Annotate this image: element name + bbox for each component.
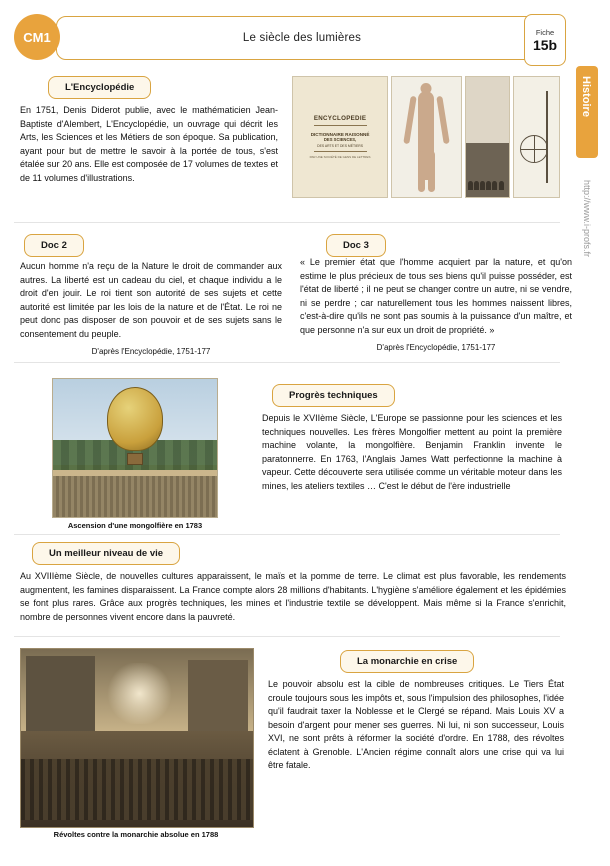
facsimile-line-3: DES SCIENCES, [323,137,357,142]
level-badge: CM1 [14,14,60,60]
revolt-figure-caption: Révoltes contre la monarchie absolue en 1788 [53,830,219,839]
crowd-engraving [466,77,509,197]
fiche-number-box [524,14,566,66]
doc3-source: D'après l'Encyclopédie, 1751-177 [376,343,496,352]
encyclopedie-images [292,76,560,198]
monarchie-text: Le pouvoir absolu est la cible de nombreuses critiques. Le Tiers État croule toujours sous les impôts et, sous l'impulsion des philosophes, l'idée qu'il faudrait taxer la Noblesse et le Clergé se répand. Mais Louis XV a besoin d'argent pour mener ses guerres. Ni lui, ni son successeur, Louis XVI, ne sont prêts à réformer la société d'ordre. En 1788, des révoltes éclatent à Grenoble. L'Ancien régime connaît alors une crise qui va lui être fatale. [268,679,564,770]
page-header [14,14,548,62]
machine-wheel [520,135,548,163]
facsimile-rule [314,125,367,126]
niveau-de-vie-text: Au XVIIIème Siècle, de nouvelles cultures apparaissent, le maïs et la pomme de terre. Le climat est plus favorable, les rendements augmentent, les famines disparaissent. La France compte alors 28 millions d'habitants. L'hygiène s'améliore également et les épidémies se font plus rares. Grâce aux progrès techniques, les mines et l'industrie textile se développent. Mais même si la France s'enrichit, nombre de personnes vivent encore dans la pauvreté. [20,571,566,622]
doc3-text: « Le premier état que l'homme acquiert par la nature, et qu'on estime le plus précieux de tous ses biens qu'il puisse posséder, est l'état de liberté ; il ne peut se changer contre un autre, ni se vendre, ni se perdre ; car naturellement tous les hommes naissent libres, c'est-à-dire qu'ils ne sont pas soumis à la puissance d'un maître, et que personne n'a sur eux un droit de propriété. » [300,257,572,335]
encyclopedie-title-facsimile [293,77,387,197]
encyclopedie-title-page-image [292,76,388,198]
machine-post [546,91,548,182]
section-label-niveau-de-vie-pill: Un meilleur niveau de vie [32,542,180,565]
doc2-text: Aucun homme n'a reçu de la Nature le droit de commander aux autres. La liberté est un cadeau du ciel, et chaque individu a le droit d'en jouir. Le roi tient son autorité de ses sujets et cette autorité est limitée par les lois de la nature et de l'État. Le roi ne peut donc pas disposer de son pouvoir et de ses sujets sans le consentement du peuple. [20,261,282,339]
encyclopedie-text: En 1751, Denis Diderot publie, avec le mathématicien Jean-Baptiste d'Alembert, L'Encyclopédie, un ouvrage qui décrit les Arts, les Sciences et les Métiers de son époque. Sa publication, ayant pour but de mettre le savoir à la portée de tous, s'est étalée sur 20 ans. Elle est composée de 17 volumes de textes et de 11 volumes d'illustrations. [20,105,278,183]
anatomy-arm-right [436,96,449,144]
anatomy-figure [392,77,461,197]
machine-plate-image [513,76,560,198]
section-label-monarchie [340,650,474,673]
anatomy-arm-left [404,96,417,144]
divider-4 [14,636,560,637]
facsimile-line-5: PAR UNE SOCIÉTÉ DE GENS DE LETTRES [309,155,371,159]
subject-tab [576,66,598,158]
anatomy-plate-image [391,76,462,198]
subject-tab-label: Histoire [580,76,592,117]
revolt-crowd [21,759,253,820]
section-label-progres-pill: Progrès techniques [272,384,395,407]
section-label-monarchie-pill: La monarchie en crise [340,650,474,673]
hot-air-balloon-illustration [52,378,218,518]
facsimile-line-1: ENCYCLOPEDIE [313,115,367,122]
revolt-illustration [20,648,254,828]
doc2-block [20,260,282,356]
page-title-box [56,16,548,60]
section-label-doc3-pill: Doc 3 [326,234,386,257]
section-label-doc2 [24,234,84,257]
facsimile-line-4: DES ARTS ET DES MÉTIERS [317,144,363,148]
balloon-crowd [53,476,217,517]
anatomy-leg-right [428,151,435,192]
divider-2 [14,362,560,363]
facsimile-rule-2 [314,151,367,152]
crowd-plate-image [465,76,510,198]
fiche-label: Fiche [535,27,555,37]
anatomy-leg-left [418,151,425,192]
watermark-url-text: http://www.i-profs.fr [582,180,592,258]
section-label-doc3 [326,234,386,257]
facsimile-line-2: DICTIONNAIRE RAISONNÉ [310,132,370,137]
section-label-encyclopedie [48,76,151,99]
balloon-figure-caption: Ascension d'une mongolfière en 1783 [67,521,203,530]
section-label-encyclopedie-pill: L'Encyclopédie [48,76,151,99]
section-label-doc2-pill: Doc 2 [24,234,84,257]
section-label-niveau-de-vie [32,542,180,565]
balloon-basket [127,453,143,465]
watermark-url [578,180,598,310]
fiche-number: 15b [532,36,558,53]
revolt-smoke [105,663,175,724]
page-title: Le siècle des lumières [242,32,362,44]
balloon-envelope [107,387,163,451]
doc3-block [300,256,572,352]
divider-1 [14,222,560,223]
doc2-source: D'après l'Encyclopédie, 1751-177 [91,347,211,356]
divider-3 [14,534,560,535]
spinning-machine-engraving [514,77,559,197]
section-label-progres [272,384,395,407]
progres-text: Depuis le XVIIème Siècle, L'Europe se passionne pour les sciences et les techniques nouvelles. Les frères Mongolfier mettent au point la première machine volante, la mongolfière. Benjamin Franklin invente le paratonnerre. En 1763, l'Anglais James Watt perfectionne la machine à vapeur. Cette découverte sera utilisée comme un véritable moteur dans les mines, les ateliers textiles … C'est le début de l'ère industrielle [262,413,562,491]
